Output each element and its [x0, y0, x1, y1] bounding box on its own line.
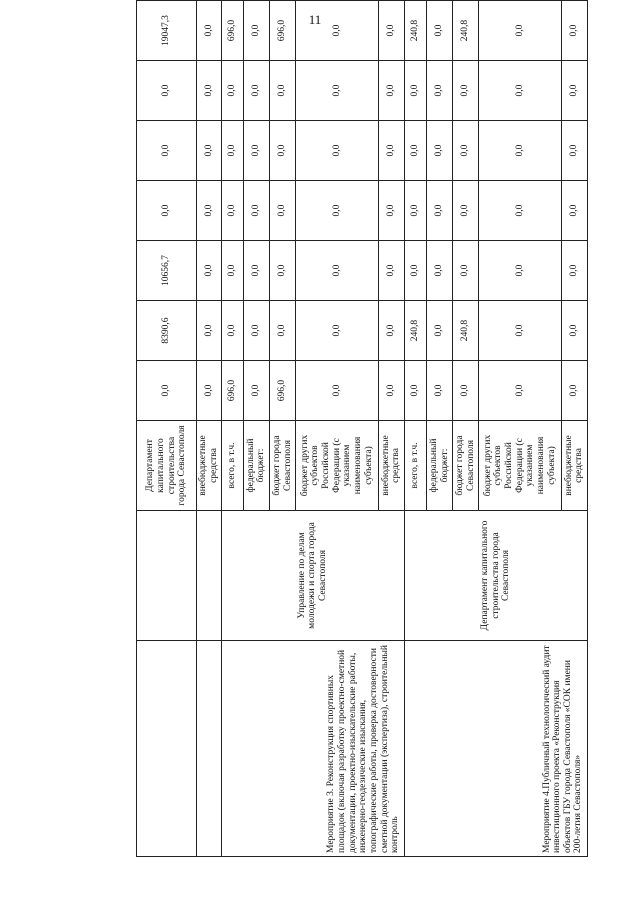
- value-cell: 0,0: [197, 301, 221, 361]
- value-cell: 0,0: [561, 121, 587, 181]
- value-cell: 0,0: [221, 181, 243, 241]
- value-cell: 0,0: [453, 241, 479, 301]
- funding-source-cell: всего, в т.ч.: [404, 421, 426, 511]
- value-cell: 0,0: [561, 1, 587, 61]
- value-cell: 240,8: [453, 1, 479, 61]
- funding-source-cell: внебюджетные средства: [561, 421, 587, 511]
- value-cell: 0,0: [296, 181, 379, 241]
- value-cell: 0,0: [479, 301, 562, 361]
- value-cell: 240,8: [453, 301, 479, 361]
- value-cell: 0,0: [197, 1, 221, 61]
- event-cell: [137, 641, 197, 857]
- value-cell: 0,0: [197, 241, 221, 301]
- value-cell: 0,0: [221, 121, 243, 181]
- value-cell: 240,8: [404, 301, 426, 361]
- value-cell: 0,0: [243, 61, 269, 121]
- executor-cell: [137, 511, 197, 641]
- value-cell: 0,0: [137, 61, 197, 121]
- value-cell: 0,0: [137, 181, 197, 241]
- funding-source-cell: федеральный бюджет:: [243, 421, 269, 511]
- funding-source-cell: Департамент капитального строительства города Севастополя: [137, 421, 197, 511]
- value-cell: 696,0: [270, 1, 296, 61]
- value-cell: 0,0: [270, 181, 296, 241]
- value-cell: 0,0: [270, 61, 296, 121]
- value-cell: 0,0: [378, 61, 404, 121]
- value-cell: 0,0: [296, 121, 379, 181]
- value-cell: 0,0: [561, 61, 587, 121]
- value-cell: 0,0: [270, 301, 296, 361]
- value-cell: 0,0: [197, 361, 221, 421]
- value-cell: 0,0: [296, 61, 379, 121]
- event-4-cell: Мероприятие 4.Публичный технологический аудит инвестиционного проекта «Реконструкция объектов ГБУ города Севастополя «СОК имени 200-летия Севастополя»: [404, 641, 587, 857]
- funding-source-cell: федеральный бюджет:: [426, 421, 452, 511]
- value-cell: 0,0: [426, 61, 452, 121]
- value-cell: 696,0: [270, 361, 296, 421]
- value-cell: 8390,6: [137, 301, 197, 361]
- event-cell: [197, 641, 221, 857]
- value-cell: 0,0: [561, 241, 587, 301]
- table-row: [404, 1, 426, 857]
- value-cell: 0,0: [453, 361, 479, 421]
- value-cell: 0,0: [404, 121, 426, 181]
- value-cell: 0,0: [479, 361, 562, 421]
- value-cell: 0,0: [378, 181, 404, 241]
- value-cell: 19047,3: [137, 1, 197, 61]
- value-cell: 0,0: [378, 361, 404, 421]
- funding-source-cell: бюджет других субъектов Российской Федерации (с указанием наименования субъекта): [479, 421, 562, 511]
- value-cell: 0,0: [296, 361, 379, 421]
- funding-source-cell: внебюджетные средства: [197, 421, 221, 511]
- value-cell: 696,0: [221, 1, 243, 61]
- executor-cell: Департамент капитального строительства города Севастополя: [404, 511, 587, 641]
- value-cell: 0,0: [137, 121, 197, 181]
- value-cell: 0,0: [243, 241, 269, 301]
- executor-cell: Управление по делам молодежи и спорта города Севастополя: [221, 511, 404, 641]
- value-cell: 0,0: [378, 1, 404, 61]
- executor-cell: [197, 511, 221, 641]
- value-cell: 0,0: [378, 121, 404, 181]
- value-cell: 0,0: [197, 61, 221, 121]
- value-cell: 0,0: [137, 361, 197, 421]
- value-cell: 0,0: [426, 361, 452, 421]
- value-cell: 0,0: [221, 61, 243, 121]
- value-cell: 0,0: [243, 121, 269, 181]
- value-cell: 0,0: [426, 301, 452, 361]
- funding-source-cell: бюджет города Севастополя: [270, 421, 296, 511]
- value-cell: 0,0: [479, 1, 562, 61]
- value-cell: 0,0: [561, 301, 587, 361]
- value-cell: 0,0: [378, 241, 404, 301]
- value-cell: 0,0: [426, 181, 452, 241]
- value-cell: 0,0: [561, 181, 587, 241]
- table-row: [197, 1, 221, 857]
- value-cell: 0,0: [453, 181, 479, 241]
- value-cell: 0,0: [270, 241, 296, 301]
- value-cell: 240,8: [404, 1, 426, 61]
- table-row: [221, 1, 243, 857]
- value-cell: 0,0: [453, 61, 479, 121]
- funding-source-cell: бюджет города Севастополя: [453, 421, 479, 511]
- funding-table: [136, 0, 588, 857]
- value-cell: 0,0: [479, 181, 562, 241]
- value-cell: 0,0: [426, 241, 452, 301]
- value-cell: 0,0: [404, 181, 426, 241]
- table-row: [137, 1, 197, 857]
- value-cell: 0,0: [296, 241, 379, 301]
- value-cell: 0,0: [243, 181, 269, 241]
- value-cell: 0,0: [243, 361, 269, 421]
- value-cell: 0,0: [197, 181, 221, 241]
- value-cell: 0,0: [561, 361, 587, 421]
- page-number: 11: [308, 12, 322, 27]
- value-cell: 0,0: [404, 241, 426, 301]
- value-cell: 0,0: [378, 301, 404, 361]
- value-cell: 696,0: [221, 361, 243, 421]
- value-cell: 0,0: [479, 241, 562, 301]
- funding-source-cell: внебюджетные средства: [378, 421, 404, 511]
- value-cell: 0,0: [404, 361, 426, 421]
- funding-source-cell: бюджет других субъектов Российской Федерации (с указанием наименования субъекта): [296, 421, 379, 511]
- value-cell: 0,0: [270, 121, 296, 181]
- value-cell: 0,0: [221, 241, 243, 301]
- event-3-cell: Мероприятие 3. Реконструкция спортивных площадок (включая разработку проектно-сметной документации, проектно-изыскательские работы, инженерно-геодезические изыскания, топографические работы, проверка достоверности сметной документации (экспертиза), строительный контроль: [221, 641, 404, 857]
- value-cell: 0,0: [479, 121, 562, 181]
- value-cell: 0,0: [296, 301, 379, 361]
- value-cell: 0,0: [479, 61, 562, 121]
- funding-source-cell: всего, в т.ч.: [221, 421, 243, 511]
- value-cell: 0,0: [426, 121, 452, 181]
- value-cell: 0,0: [404, 61, 426, 121]
- value-cell: 0,0: [221, 301, 243, 361]
- value-cell: 0,0: [453, 121, 479, 181]
- value-cell: 0,0: [296, 1, 379, 61]
- value-cell: 0,0: [426, 1, 452, 61]
- value-cell: 0,0: [197, 121, 221, 181]
- value-cell: 0,0: [243, 301, 269, 361]
- value-cell: 10656,7: [137, 241, 197, 301]
- value-cell: 0,0: [243, 1, 269, 61]
